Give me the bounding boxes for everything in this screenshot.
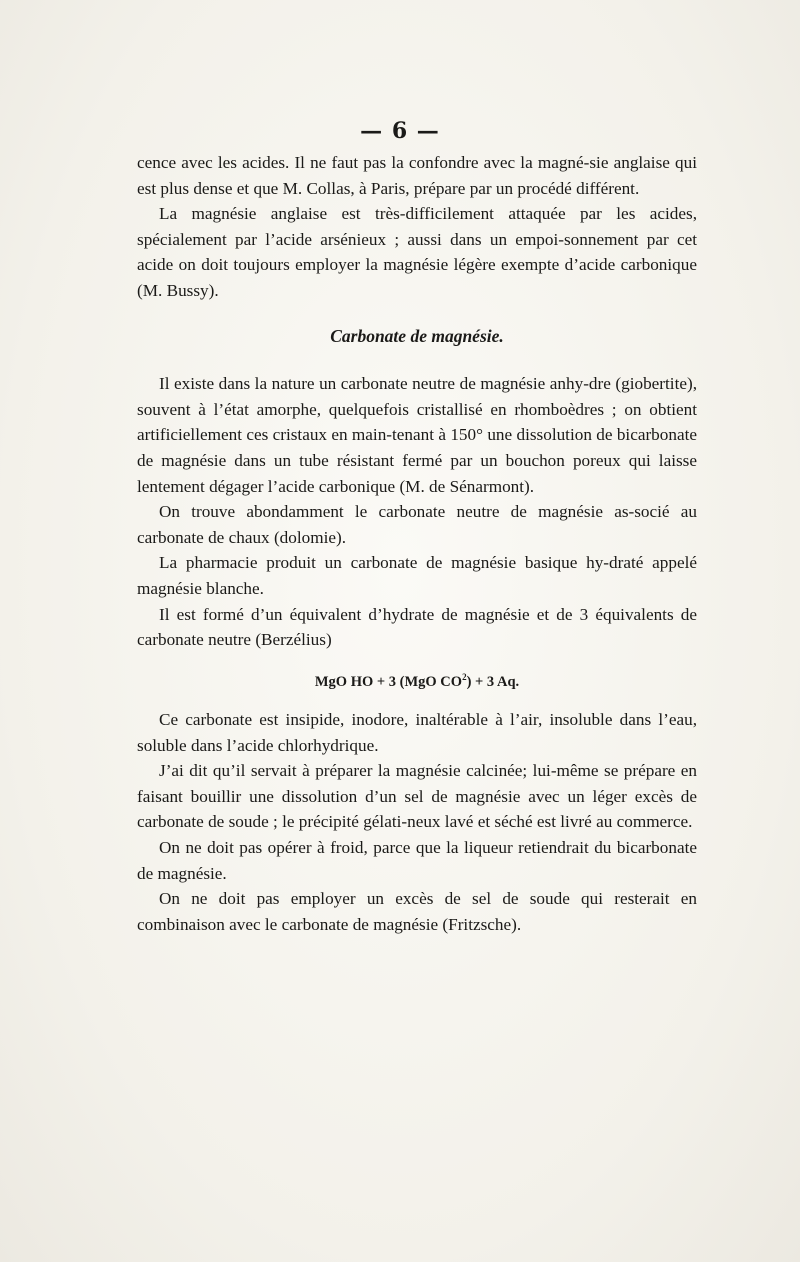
paragraph-1: cence avec les acides. Il ne faut pas la confondre avec la magné-sie anglaise qui est plus dense et que M. Collas, à Paris, prépare par un procédé différent. (137, 153, 697, 198)
body-text (137, 150, 697, 937)
page-number: — 6 — (360, 118, 440, 144)
formula-left: MgO HO + 3 (MgO CO (314, 673, 463, 690)
paragraph-7: Ce carbonate est insipide, inodore, inaltérable à l’air, insoluble dans l’eau, soluble dans l’acide chlorhydrique. (137, 710, 697, 755)
paragraph-10: On ne doit pas employer un excès de sel de soude qui resterait en combinaison avec le carbonate de magnésie (Fritzsche). (137, 889, 697, 934)
paragraph-2: La magnésie anglaise est très-difficilement attaquée par les acides, spécialement par l’acide arsénieux ; aussi dans un empoi-sonnement par cet acide on doit toujours employer la magnésie légère exempte d’acide carbonique (M. Bussy). (137, 204, 697, 300)
section-heading: Carbonate de magnésie. (330, 325, 504, 346)
formula-right: ) + 3 Aq. (466, 673, 520, 690)
formula-superscript: 2 (462, 671, 467, 682)
chemical-formula (137, 665, 697, 695)
paragraph-8: J’ai dit qu’il servait à préparer la magnésie calcinée; lui-même se prépare en faisant bouillir une dissolution d’un sel de magnésie avec un léger excès de carbonate de soude ; le précipité gélati-neux lavé et séché est livré au commerce. (137, 761, 697, 832)
paragraph-3: Il existe dans la nature un carbonate neutre de magnésie anhy-dre (giobertite), souvent à l’état amorphe, quelquefois cristallisé en rhomboèdres ; on obtient artificiellement ces cristaux en main-tenant à 150° une dissolution de bicarbonate de magnésie dans un tube résistant fermé par un bouchon poreux qui laisse lentement dégager l’acide carbonique (M. de Sénarmont). (137, 374, 697, 496)
paragraph-4: On trouve abondamment le carbonate neutre de magnésie as-socié au carbonate de chaux (dolomie). (137, 502, 697, 547)
paragraph-5: La pharmacie produit un carbonate de magnésie basique hy-draté appelé magnésie blanche. (137, 553, 697, 598)
paragraph-9: On ne doit pas opérer à froid, parce que la liqueur retiendrait du bicarbonate de magnésie. (137, 838, 697, 883)
paragraph-6: Il est formé d’un équivalent d’hydrate de magnésie et de 3 équivalents de carbonate neutre (Berzélius) (137, 604, 697, 650)
